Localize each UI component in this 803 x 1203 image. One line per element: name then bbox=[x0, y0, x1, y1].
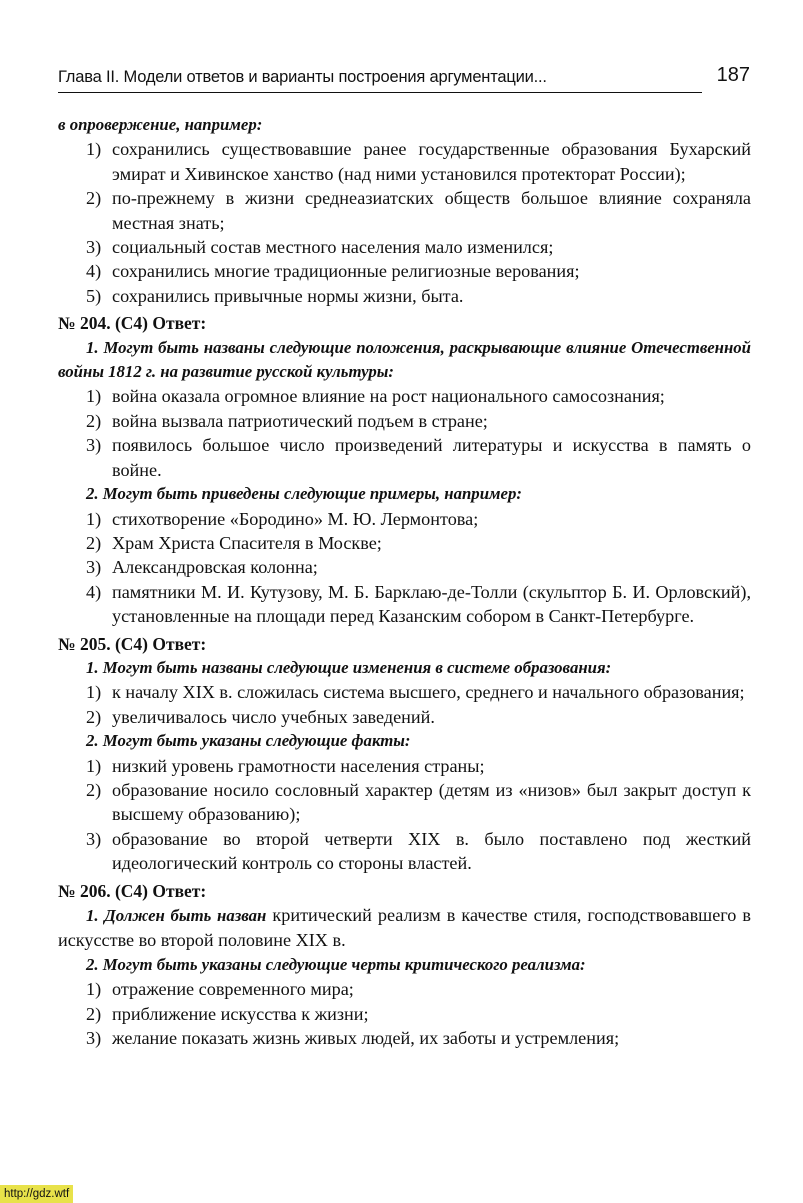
page-number: 187 bbox=[716, 64, 750, 86]
q206-part1 bbox=[58, 903, 751, 953]
page-header bbox=[58, 62, 754, 96]
list-item-number: 5) bbox=[86, 285, 102, 306]
list-item bbox=[58, 754, 751, 778]
list-item-text: увеличивалось число учебных заведений. bbox=[112, 706, 435, 727]
list-item-text: отражение современного мира; bbox=[112, 979, 354, 1000]
list-item bbox=[58, 284, 751, 308]
list-item-text: желание показать жизнь живых людей, их заботы и устремления; bbox=[112, 1028, 620, 1049]
intro-list bbox=[58, 137, 751, 308]
list-item-text: памятники М. И. Кутузову, М. Б. Барклаю-де-Толли (скульптор Б. И. Орловский), установленные на площади перед Казанским собором в Санкт-Петербурге. bbox=[112, 581, 751, 627]
list-item-number: 1) bbox=[86, 386, 102, 407]
list-item-number: 2) bbox=[86, 410, 102, 431]
list-item bbox=[58, 433, 751, 482]
list-item-text: низкий уровень грамотности населения страны; bbox=[112, 755, 485, 776]
list-item-number: 2) bbox=[86, 188, 102, 209]
q206-heading: № 206. (С4) Ответ: bbox=[58, 880, 207, 901]
list-item-text: война вызвала патриотический подъем в стране; bbox=[112, 410, 488, 431]
q205-heading: № 205. (С4) Ответ: bbox=[58, 633, 207, 654]
list-item-number: 3) bbox=[86, 557, 102, 578]
list-item-text: сохранились привычные нормы жизни, быта. bbox=[112, 285, 464, 306]
list-item bbox=[58, 827, 751, 876]
list-item-number: 1) bbox=[86, 508, 102, 529]
q205-part2-label: 2. Могут быть указаны следующие факты: bbox=[86, 731, 411, 751]
q204-part2-label: 2. Могут быть приведены следующие примеры, например: bbox=[86, 484, 522, 504]
list-item bbox=[58, 235, 751, 259]
list-item-number: 4) bbox=[86, 261, 102, 282]
q204-part1-label: 1. Могут быть названы следующие положения, раскрывающие влияние Отечественной войны 1812 г. на развитие русской культуры: bbox=[58, 337, 751, 382]
q206-part2-list bbox=[58, 977, 751, 1050]
list-item bbox=[58, 778, 751, 827]
list-item bbox=[58, 531, 751, 555]
list-item-text: по-прежнему в жизни среднеазиатских обществ большое влияние сохраняла местная знать; bbox=[112, 188, 751, 233]
list-item-text: война оказала огромное влияние на рост национального самосознания; bbox=[112, 386, 665, 407]
list-item bbox=[58, 1026, 751, 1050]
q205-part1-label: 1. Могут быть названы следующие изменения в системе образования: bbox=[86, 657, 612, 677]
list-item bbox=[58, 580, 751, 629]
q204-heading: № 204. (С4) Ответ: bbox=[58, 313, 207, 334]
list-item-text: появилось большое число произведений литературы и искусства в память о войне. bbox=[112, 435, 751, 480]
list-item-text: стихотворение «Бородино» М. Ю. Лермонтова; bbox=[112, 508, 479, 529]
list-item-number: 3) bbox=[86, 435, 102, 456]
list-item-number: 1) bbox=[86, 682, 102, 703]
list-item-text: Александровская колонна; bbox=[112, 557, 318, 578]
list-item-text: сохранились многие традиционные религиозные верования; bbox=[112, 261, 580, 282]
q206-part2-label: 2. Могут быть указаны следующие черты критического реализма: bbox=[86, 954, 586, 974]
list-item-text: образование во второй четверти XIX в. было поставлено под жесткий идеологический контроль со стороны властей. bbox=[112, 828, 751, 874]
list-item-number: 1) bbox=[86, 979, 102, 1000]
list-item-text: Храм Христа Спасителя в Москве; bbox=[112, 532, 382, 553]
q206-part1-rest: критический реализм в качестве стиля, господствовавшего в искусстве во второй половине XIX в. bbox=[58, 905, 752, 951]
list-item bbox=[58, 384, 751, 408]
list-item bbox=[58, 259, 751, 283]
list-item-number: 3) bbox=[86, 237, 102, 258]
list-item bbox=[58, 977, 751, 1001]
list-item bbox=[58, 409, 751, 433]
list-item-number: 2) bbox=[86, 1003, 102, 1024]
list-item-text: приближение искусства к жизни; bbox=[112, 1003, 369, 1024]
list-item-number: 3) bbox=[86, 828, 102, 849]
q204-part1-list bbox=[58, 384, 751, 482]
list-item-number: 1) bbox=[86, 755, 102, 776]
q205-part2-list bbox=[58, 754, 751, 876]
list-item-number: 3) bbox=[86, 1028, 102, 1049]
list-item bbox=[58, 680, 751, 704]
intro-label: в опровержение, например: bbox=[58, 115, 263, 134]
q204-part2-list bbox=[58, 507, 751, 629]
list-item-text: социальный состав местного населения мало изменился; bbox=[112, 237, 554, 258]
list-item bbox=[58, 705, 751, 729]
list-item-text: сохранились существовавшие ранее государственные образования Бухарский эмират и Хивинское ханство (над ними установился протекторат России); bbox=[112, 139, 751, 184]
list-item-number: 2) bbox=[86, 706, 102, 727]
chapter-title: Глава II. Модели ответов и варианты построения аргументации... bbox=[58, 68, 702, 93]
q206-part1-italic: 1. Должен быть назван bbox=[86, 906, 267, 925]
list-item-number: 1) bbox=[86, 139, 102, 160]
list-item-text: к началу XIX в. сложилась система высшего, среднего и начального образования; bbox=[112, 682, 745, 703]
q205-part1-list bbox=[58, 680, 751, 729]
list-item-number: 2) bbox=[86, 779, 102, 800]
list-item-text: образование носило сословный характер (детям из «низов» был закрыт доступ к высшему образованию); bbox=[112, 779, 751, 825]
page-content bbox=[58, 113, 751, 1050]
list-item bbox=[58, 1002, 751, 1026]
list-item-number: 2) bbox=[86, 532, 102, 553]
list-item bbox=[58, 507, 751, 531]
list-item bbox=[58, 555, 751, 579]
list-item bbox=[58, 186, 751, 235]
list-item bbox=[58, 137, 751, 186]
list-item-number: 4) bbox=[86, 581, 102, 602]
watermark-link[interactable]: http://gdz.wtf bbox=[0, 1185, 73, 1203]
